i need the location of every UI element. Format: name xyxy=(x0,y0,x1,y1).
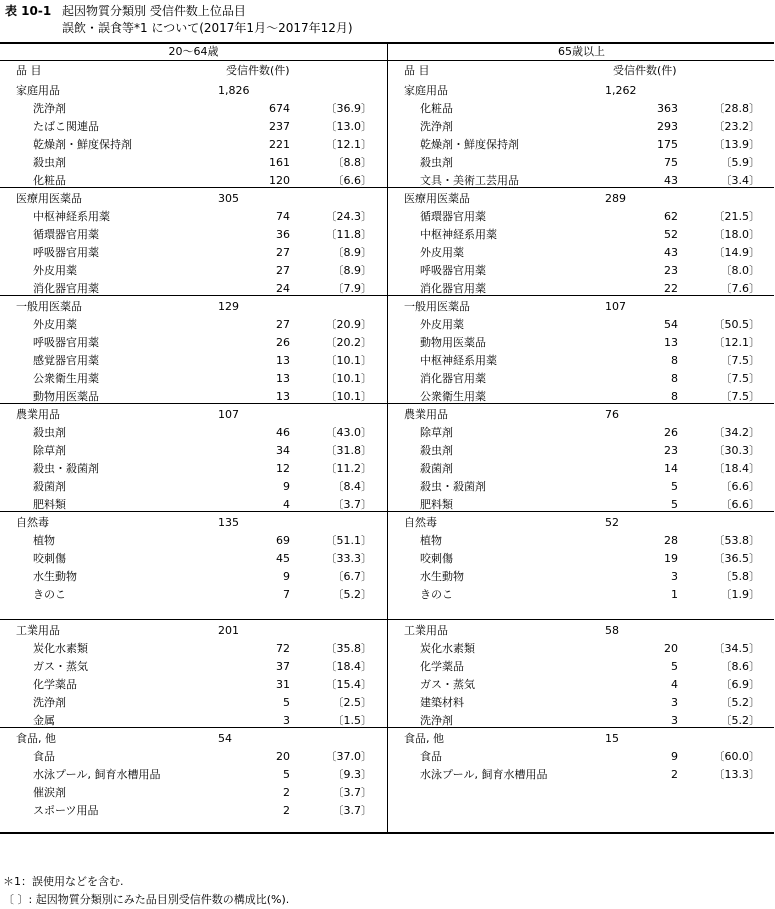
item-name: 循環器官用薬 xyxy=(33,228,99,241)
category-total: 107 xyxy=(218,408,239,421)
item-count: 14 xyxy=(664,462,678,475)
item-count: 26 xyxy=(664,426,678,439)
item-percent: 〔20.9〕 xyxy=(325,318,372,331)
item-percent: 〔13.9〕 xyxy=(713,138,760,151)
item-count: 3 xyxy=(671,696,678,709)
item-count: 5 xyxy=(671,480,678,493)
category-name: 一般用医薬品 xyxy=(16,300,82,313)
item-percent: 〔3.7〕 xyxy=(332,804,372,817)
item-name: 建築材料 xyxy=(420,696,464,709)
item-count: 72 xyxy=(276,642,290,655)
item-percent: 〔1.5〕 xyxy=(332,714,372,727)
item-count: 13 xyxy=(276,390,290,403)
item-count: 5 xyxy=(671,498,678,511)
category-total: 15 xyxy=(605,732,619,745)
item-percent: 〔8.4〕 xyxy=(332,480,372,493)
item-count: 175 xyxy=(657,138,678,151)
item-count: 161 xyxy=(269,156,290,169)
item-count: 23 xyxy=(664,264,678,277)
item-percent: 〔7.5〕 xyxy=(720,390,760,403)
item-name: 公衆衛生用薬 xyxy=(33,372,99,385)
category-name: 自然毒 xyxy=(404,516,437,529)
category-total: 305 xyxy=(218,192,239,205)
column-header-count: 受信件数(件) xyxy=(613,64,677,77)
item-name: 殺虫剤 xyxy=(33,156,66,169)
item-count: 8 xyxy=(671,372,678,385)
item-percent: 〔3.7〕 xyxy=(332,498,372,511)
item-count: 8 xyxy=(671,390,678,403)
item-percent: 〔34.2〕 xyxy=(713,426,760,439)
footnote-2: 〔 〕: 起因物質分類別にみた品目別受信件数の構成比(%). xyxy=(3,893,290,906)
item-count: 9 xyxy=(283,480,290,493)
item-percent: 〔34.5〕 xyxy=(713,642,760,655)
item-count: 74 xyxy=(276,210,290,223)
item-count: 19 xyxy=(664,552,678,565)
item-name: 植物 xyxy=(33,534,55,547)
item-count: 221 xyxy=(269,138,290,151)
item-percent: 〔3.7〕 xyxy=(332,786,372,799)
item-name: ガス・蒸気 xyxy=(420,678,475,691)
item-percent: 〔12.1〕 xyxy=(713,336,760,349)
item-percent: 〔15.4〕 xyxy=(325,678,372,691)
item-count: 2 xyxy=(283,786,290,799)
item-name: 殺菌剤 xyxy=(33,480,66,493)
column-header-item: 品 目 xyxy=(404,64,430,77)
item-count: 9 xyxy=(283,570,290,583)
item-count: 62 xyxy=(664,210,678,223)
item-name: 消化器官用薬 xyxy=(420,282,486,295)
category-total: 58 xyxy=(605,624,619,637)
item-name: 呼吸器官用薬 xyxy=(420,264,486,277)
item-count: 13 xyxy=(276,354,290,367)
item-percent: 〔6.6〕 xyxy=(332,174,372,187)
item-percent: 〔6.7〕 xyxy=(332,570,372,583)
item-count: 31 xyxy=(276,678,290,691)
item-count: 37 xyxy=(276,660,290,673)
item-percent: 〔33.3〕 xyxy=(325,552,372,565)
item-percent: 〔35.8〕 xyxy=(325,642,372,655)
item-name: 循環器官用薬 xyxy=(420,210,486,223)
item-count: 27 xyxy=(276,246,290,259)
item-name: 化学薬品 xyxy=(420,660,464,673)
item-name: 肥料類 xyxy=(420,498,453,511)
category-total: 52 xyxy=(605,516,619,529)
item-percent: 〔13.0〕 xyxy=(325,120,372,133)
item-percent: 〔12.1〕 xyxy=(325,138,372,151)
item-percent: 〔8.8〕 xyxy=(332,156,372,169)
item-percent: 〔21.5〕 xyxy=(713,210,760,223)
category-separator xyxy=(0,403,774,404)
item-count: 43 xyxy=(664,174,678,187)
item-percent: 〔5.2〕 xyxy=(720,714,760,727)
item-percent: 〔6.9〕 xyxy=(720,678,760,691)
category-name: 医療用医薬品 xyxy=(16,192,82,205)
item-name: 除草剤 xyxy=(33,444,66,457)
item-name: 洗浄剤 xyxy=(420,120,453,133)
item-percent: 〔10.1〕 xyxy=(325,390,372,403)
item-name: 化粧品 xyxy=(420,102,453,115)
item-percent: 〔11.2〕 xyxy=(325,462,372,475)
item-percent: 〔60.0〕 xyxy=(713,750,760,763)
item-name: 咬刺傷 xyxy=(420,552,453,565)
item-count: 3 xyxy=(671,714,678,727)
category-name: 自然毒 xyxy=(16,516,49,529)
item-percent: 〔5.2〕 xyxy=(720,696,760,709)
item-percent: 〔53.8〕 xyxy=(713,534,760,547)
item-name: 文具・美術工芸用品 xyxy=(420,174,519,187)
item-name: 消化器官用薬 xyxy=(33,282,99,295)
item-percent: 〔3.4〕 xyxy=(720,174,760,187)
item-percent: 〔18.0〕 xyxy=(713,228,760,241)
item-count: 52 xyxy=(664,228,678,241)
category-total: 107 xyxy=(605,300,626,313)
item-count: 8 xyxy=(671,354,678,367)
category-total: 129 xyxy=(218,300,239,313)
item-count: 237 xyxy=(269,120,290,133)
item-count: 5 xyxy=(283,768,290,781)
group-heading: 65歳以上 xyxy=(558,45,605,58)
category-name: 家庭用品 xyxy=(404,84,448,97)
item-name: 水泳プール, 飼育水槽用品 xyxy=(420,768,548,781)
item-percent: 〔1.9〕 xyxy=(720,588,760,601)
item-percent: 〔11.8〕 xyxy=(325,228,372,241)
item-count: 13 xyxy=(276,372,290,385)
category-total: 54 xyxy=(218,732,232,745)
item-name: 洗浄剤 xyxy=(33,696,66,709)
item-name: 水泳プール, 飼育水槽用品 xyxy=(33,768,161,781)
item-percent: 〔37.0〕 xyxy=(325,750,372,763)
item-percent: 〔8.9〕 xyxy=(332,246,372,259)
category-name: 農業用品 xyxy=(404,408,448,421)
item-name: 食品 xyxy=(33,750,55,763)
item-count: 23 xyxy=(664,444,678,457)
item-percent: 〔8.0〕 xyxy=(720,264,760,277)
item-count: 4 xyxy=(671,678,678,691)
item-percent: 〔10.1〕 xyxy=(325,354,372,367)
item-percent: 〔7.5〕 xyxy=(720,372,760,385)
item-count: 45 xyxy=(276,552,290,565)
item-percent: 〔7.9〕 xyxy=(332,282,372,295)
item-count: 363 xyxy=(657,102,678,115)
item-percent: 〔10.1〕 xyxy=(325,372,372,385)
item-name: 化粧品 xyxy=(33,174,66,187)
column-header-item: 品 目 xyxy=(16,64,42,77)
item-name: 中枢神経系用薬 xyxy=(33,210,110,223)
category-name: 食品, 他 xyxy=(16,732,56,745)
item-percent: 〔5.8〕 xyxy=(720,570,760,583)
item-name: 殺虫剤 xyxy=(420,156,453,169)
table-subtitle: 誤飲・誤食等*1 について(2017年1月～2017年12月) xyxy=(62,21,353,35)
item-percent: 〔5.2〕 xyxy=(332,588,372,601)
item-count: 22 xyxy=(664,282,678,295)
item-percent: 〔7.5〕 xyxy=(720,354,760,367)
item-name: 外皮用薬 xyxy=(420,318,464,331)
item-name: 外皮用薬 xyxy=(33,264,77,277)
item-count: 54 xyxy=(664,318,678,331)
item-percent: 〔23.2〕 xyxy=(713,120,760,133)
item-percent: 〔8.9〕 xyxy=(332,264,372,277)
item-name: 化学薬品 xyxy=(33,678,77,691)
item-count: 5 xyxy=(283,696,290,709)
item-name: 殺菌剤 xyxy=(420,462,453,475)
item-name: 肥料類 xyxy=(33,498,66,511)
item-name: きのこ xyxy=(420,588,453,601)
item-percent: 〔8.6〕 xyxy=(720,660,760,673)
category-name: 家庭用品 xyxy=(16,84,60,97)
category-total: 289 xyxy=(605,192,626,205)
item-percent: 〔9.3〕 xyxy=(332,768,372,781)
item-count: 46 xyxy=(276,426,290,439)
item-name: 殺虫・殺菌剤 xyxy=(420,480,486,493)
item-count: 120 xyxy=(269,174,290,187)
item-name: 公衆衛生用薬 xyxy=(420,390,486,403)
item-count: 674 xyxy=(269,102,290,115)
item-count: 9 xyxy=(671,750,678,763)
item-name: 中枢神経系用薬 xyxy=(420,228,497,241)
item-count: 43 xyxy=(664,246,678,259)
item-name: 殺虫剤 xyxy=(420,444,453,457)
category-separator xyxy=(0,295,774,296)
item-count: 3 xyxy=(671,570,678,583)
item-name: 催涙剤 xyxy=(33,786,66,799)
item-count: 28 xyxy=(664,534,678,547)
category-total: 1,262 xyxy=(605,84,637,97)
item-name: 水生動物 xyxy=(33,570,77,583)
item-count: 293 xyxy=(657,120,678,133)
item-count: 1 xyxy=(671,588,678,601)
category-separator xyxy=(0,619,774,620)
item-name: 呼吸器官用薬 xyxy=(33,246,99,259)
item-percent: 〔18.4〕 xyxy=(325,660,372,673)
item-percent: 〔36.5〕 xyxy=(713,552,760,565)
category-name: 工業用品 xyxy=(16,624,60,637)
item-count: 75 xyxy=(664,156,678,169)
item-percent: 〔24.3〕 xyxy=(325,210,372,223)
item-count: 20 xyxy=(664,642,678,655)
footnote-1: ＊1：誤使用などを含む. xyxy=(3,875,124,888)
item-name: 炭化水素類 xyxy=(420,642,475,655)
table-number: 表 10-1 xyxy=(5,4,52,18)
item-percent: 〔18.4〕 xyxy=(713,462,760,475)
item-name: 外皮用薬 xyxy=(420,246,464,259)
item-name: 中枢神経系用薬 xyxy=(420,354,497,367)
item-percent: 〔50.5〕 xyxy=(713,318,760,331)
table-title: 起因物質分類別 受信件数上位品目 xyxy=(62,4,246,18)
item-percent: 〔51.1〕 xyxy=(325,534,372,547)
item-count: 5 xyxy=(671,660,678,673)
item-name: 乾燥剤・鮮度保持剤 xyxy=(420,138,519,151)
item-name: 植物 xyxy=(420,534,442,547)
item-count: 69 xyxy=(276,534,290,547)
item-name: たばこ関連品 xyxy=(33,120,99,133)
item-percent: 〔14.9〕 xyxy=(713,246,760,259)
item-percent: 〔31.8〕 xyxy=(325,444,372,457)
item-percent: 〔13.3〕 xyxy=(713,768,760,781)
item-percent: 〔6.6〕 xyxy=(720,498,760,511)
item-name: 咬刺傷 xyxy=(33,552,66,565)
item-count: 13 xyxy=(664,336,678,349)
item-name: 消化器官用薬 xyxy=(420,372,486,385)
item-count: 20 xyxy=(276,750,290,763)
item-percent: 〔43.0〕 xyxy=(325,426,372,439)
item-count: 34 xyxy=(276,444,290,457)
item-percent: 〔30.3〕 xyxy=(713,444,760,457)
item-percent: 〔5.9〕 xyxy=(720,156,760,169)
item-name: 水生動物 xyxy=(420,570,464,583)
category-name: 食品, 他 xyxy=(404,732,444,745)
item-count: 12 xyxy=(276,462,290,475)
item-name: 感覚器官用薬 xyxy=(33,354,99,367)
category-name: 一般用医薬品 xyxy=(404,300,470,313)
category-separator xyxy=(0,187,774,188)
item-count: 3 xyxy=(283,714,290,727)
item-count: 26 xyxy=(276,336,290,349)
item-percent: 〔7.6〕 xyxy=(720,282,760,295)
item-count: 27 xyxy=(276,264,290,277)
category-name: 医療用医薬品 xyxy=(404,192,470,205)
item-count: 4 xyxy=(283,498,290,511)
item-name: 殺虫剤 xyxy=(33,426,66,439)
item-name: 洗浄剤 xyxy=(33,102,66,115)
item-name: スポーツ用品 xyxy=(33,804,99,817)
item-count: 24 xyxy=(276,282,290,295)
category-name: 農業用品 xyxy=(16,408,60,421)
item-name: 食品 xyxy=(420,750,442,763)
category-total: 1,826 xyxy=(218,84,250,97)
item-name: 金属 xyxy=(33,714,55,727)
item-percent: 〔20.2〕 xyxy=(325,336,372,349)
item-percent: 〔28.8〕 xyxy=(713,102,760,115)
category-total: 135 xyxy=(218,516,239,529)
item-name: 洗浄剤 xyxy=(420,714,453,727)
item-count: 2 xyxy=(671,768,678,781)
column-header-count: 受信件数(件) xyxy=(226,64,290,77)
item-name: 外皮用薬 xyxy=(33,318,77,331)
category-separator xyxy=(0,727,774,728)
item-name: 除草剤 xyxy=(420,426,453,439)
item-name: 動物用医薬品 xyxy=(420,336,486,349)
item-name: 乾燥剤・鮮度保持剤 xyxy=(33,138,132,151)
column-divider xyxy=(387,42,388,833)
item-name: 呼吸器官用薬 xyxy=(33,336,99,349)
item-count: 27 xyxy=(276,318,290,331)
category-total: 201 xyxy=(218,624,239,637)
category-separator xyxy=(0,511,774,512)
item-name: 炭化水素類 xyxy=(33,642,88,655)
item-name: 殺虫・殺菌剤 xyxy=(33,462,99,475)
category-total: 76 xyxy=(605,408,619,421)
category-name: 工業用品 xyxy=(404,624,448,637)
item-count: 36 xyxy=(276,228,290,241)
item-percent: 〔6.6〕 xyxy=(720,480,760,493)
item-name: 動物用医薬品 xyxy=(33,390,99,403)
item-percent: 〔2.5〕 xyxy=(332,696,372,709)
item-count: 2 xyxy=(283,804,290,817)
item-percent: 〔36.9〕 xyxy=(325,102,372,115)
item-count: 7 xyxy=(283,588,290,601)
group-heading: 20～64歳 xyxy=(168,45,219,58)
item-name: ガス・蒸気 xyxy=(33,660,88,673)
item-name: きのこ xyxy=(33,588,66,601)
